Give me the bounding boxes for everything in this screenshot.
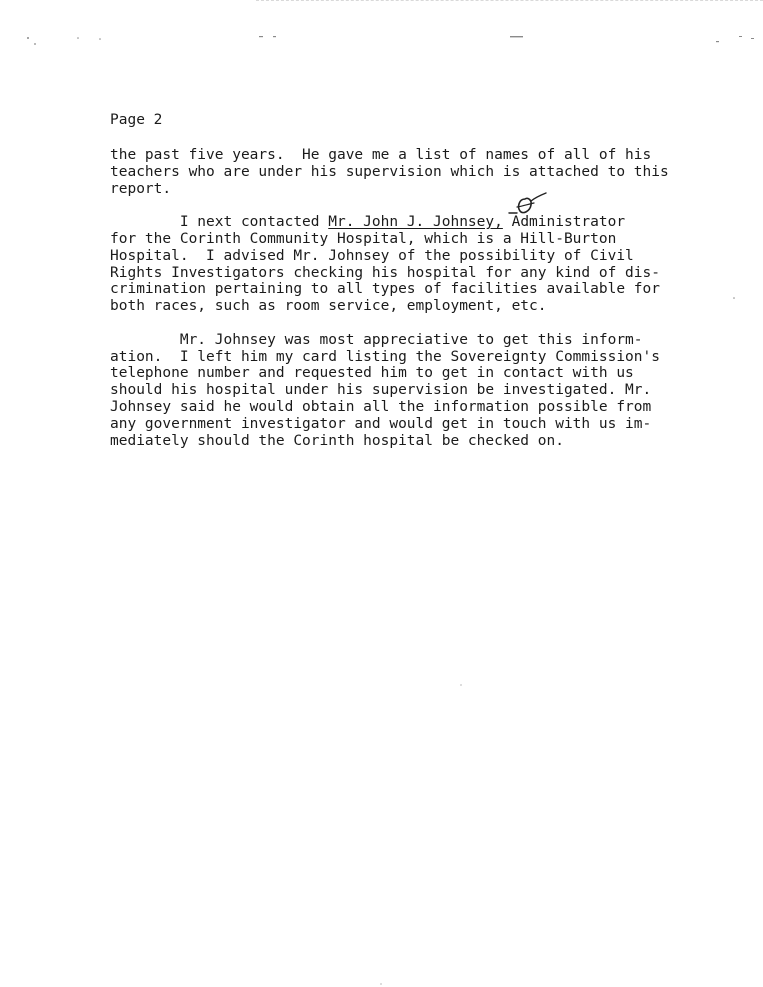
- text-line: report.: [110, 180, 172, 197]
- text-line: Hospital. I advised Mr. Johnsey of the possibility of Civil: [110, 247, 634, 264]
- text-line: crimination pertaining to all types of facilities available for: [110, 281, 660, 298]
- text-line: should his hospital under his supervision be investigated. Mr.: [110, 382, 652, 399]
- text-line-start: I next contacted: [110, 214, 329, 231]
- text-line: [110, 214, 710, 231]
- paragraph-1: [110, 147, 710, 197]
- text-line: Rights Investigators checking his hospital for any kind of dis-: [110, 264, 660, 281]
- text-line: mediately should the Corinth hospital be checked on.: [110, 432, 564, 449]
- scan-edge-dashes: [256, 0, 763, 5]
- text-line: Johnsey said he would obtain all the information possible from: [110, 398, 652, 415]
- letter-body: [110, 147, 710, 466]
- text-line: both races, such as room service, employment, etc.: [110, 298, 547, 315]
- paragraph-2: [110, 214, 710, 315]
- text-line: teachers who are under his supervision which is attached to this: [110, 163, 669, 180]
- text-line-end: Administrator: [502, 214, 626, 231]
- text-line: for the Corinth Community Hospital, which is a Hill-Burton: [110, 230, 617, 247]
- text-line: telephone number and requested him to get in contact with us: [110, 365, 634, 382]
- paragraph-3: [110, 332, 710, 450]
- text-line: the past five years. He gave me a list of names of all of his: [110, 147, 652, 163]
- text-line: Mr. Johnsey was most appreciative to get this inform-: [110, 331, 643, 348]
- text-line: ation. I left him my card listing the Sovereignty Commission's: [110, 348, 660, 365]
- page-number: Page 2: [110, 112, 163, 128]
- handwritten-check-mark: [503, 191, 549, 217]
- text-line: any government investigator and would get in touch with us im-: [110, 415, 652, 432]
- underlined-name: Mr. John J. Johnsey,: [328, 214, 503, 231]
